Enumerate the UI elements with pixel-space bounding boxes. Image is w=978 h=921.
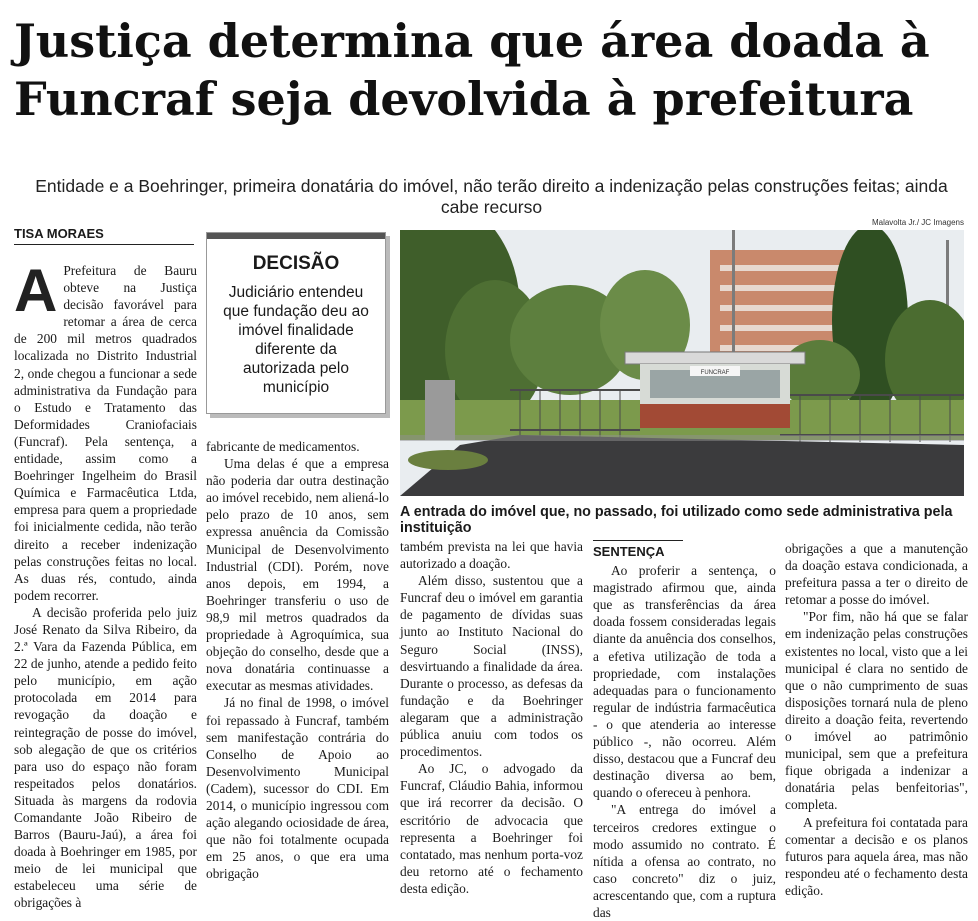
column-2 [206, 438, 389, 882]
photo-illustration [400, 230, 964, 496]
paragraph-5: Além disso, sustentou que a Funcraf deu o imóvel em garantia de pagamento de dívidas suas junto ao Instituto Nacional do Seguro Social (INSS), desvirtuando a finalidade da área. Durante o processo, as defesas da fundação e da Boehringer alegaram que a administração pública anuiu com todos os procedimentos. [400, 573, 583, 760]
box-text: Judiciário entendeu que fundação deu ao imóvel finalidade diferente da autorizada pelo município [223, 284, 369, 396]
paragraph-1-text: Prefeitura de Bauru obteve na Justiça decisão favorável para retomar a área de cerca de 200 mil metros quadrados localizada no Distrito Industrial 2, onde chegou a funcionar a sede administrativa da Fundação para o Estudo e Tratamento das Deformidades Craniofaciais (Funcraf). Pela sentença, a entidade, assim como a Boehringer Ingelheim do Brasil Química e Farmacêutica Ltda, empresa para quem a propriedade foi inicialmente cedida, não terão direito a receber indenização pelas construções feitas no local. As duas rés, contudo, ainda podem recorrer. [14, 263, 197, 603]
column-4 [593, 540, 776, 921]
headline: Justiça determina que área doada à Funcraf seja devolvida à prefeitura [14, 14, 930, 126]
subheadline: Entidade e a Boehringer, primeira donatária do imóvel, não terão direito a indenização pelas construções feitas; ainda cabe recurso [35, 176, 948, 217]
paragraph-10: A prefeitura foi contatada para comentar a decisão e os planos futuros para aquela área, mas não respondeu até o fechamento desta edição. [785, 814, 968, 898]
drop-cap: A [14, 257, 58, 324]
section-heading: SENTENÇA [593, 540, 683, 560]
box-top-bar [207, 233, 385, 239]
byline: TISA MORAES [14, 226, 194, 245]
sidebar-box [206, 232, 386, 414]
paragraph-3: Uma delas é que a empresa não poderia dar outra destinação ao imóvel recebido, nem aliená-lo pelo prazo de 10 anos, sem expressa anuência da Comissão Municipal de Desenvolvimento Industrial (CDI). Porém, nove anos depois, em 1994, a Boehringer transferiu o uso de 98,9 mil metros quadrados da propriedade à Agroquímica, sua objeção do conselho, desde que a nova donatária continuasse a executar as mesmas atividades. [206, 456, 389, 694]
paragraph-2: A decisão proferida pelo juiz José Renato da Silva Ribeiro, da 2.ª Vara da Fazenda Pública, em 22 de junho, atende a pedido feito pelo município, em ação protocolada em 2014 para revogação da doação e reintegração de posse do imóvel, sob alegação de que os critérios para uso do espaço não foram respeitados pelos donatários. Situada às margens da rodovia Comandante João Ribeiro de Barros (Bauru-Jaú), a área foi doada à Boehringer em 1985, por meio de lei municipal que estabeleceu uma série de obrigações à [14, 604, 197, 911]
article-photo [400, 230, 964, 496]
photo-caption: A entrada do imóvel que, no passado, foi utilizado como sede administrativa pela instituição [400, 504, 953, 536]
paragraph-1 [14, 257, 197, 604]
paragraph-4: Já no final de 1998, o imóvel foi repassado à Funcraf, também sem manifestação contrária do Conselho de Apoio ao Desenvolvimento Municipal (Cadem), sucessor do CDI. Em 2014, o município ingressou com ação alegando ociosidade de área, que não foi totalmente ocupada em 25 anos, o que era uma obrigação [206, 695, 389, 882]
paragraph-4-continued: também prevista na lei que havia autorizado a doação. [400, 539, 583, 572]
column-5 [785, 540, 968, 899]
sign-text: FUNCRAF [700, 370, 730, 376]
paragraph-2-continued: fabricante de medicamentos. [206, 439, 360, 454]
paragraph-9: "Por fim, não há que se falar em indenização pelas construções existentes no local, visto que a lei municipal é clara no sentido de que o não cumprimento de suas disposições tornará nula de pleno direito a doação feita, revertendo o imóvel ao patrimônio municipal, sem que a prefeitura fique obrigada a indenizar a donatária pelas benfeitorias", completa. [785, 609, 968, 813]
paragraph-8-continued: obrigações a que a manutenção da doação estava condicionada, a prefeitura passa a ter o direito de retomar a posse do imóvel. [785, 541, 968, 608]
column-1 [14, 257, 197, 912]
box-title: DECISÃO [252, 253, 340, 274]
photo-credit: Malavolta Jr./ JC Imagens [871, 218, 964, 227]
paragraph-7: Ao proferir a sentença, o magistrado afirmou que, ainda que as transferências da área doada fossem consideradas legais diante da anuência dos conselhos, a efetiva utilização de toda a propriedade, com instalações adequadas para o funcionamento regular de indústria farmacêutica - o que atenderia ao interesse público -, não ocorreu. Além disso, destacou que a Funcraf deu destinação diversa ao bem, quando o ofereceu à penhora. [593, 563, 776, 801]
column-3 [400, 538, 583, 897]
paragraph-8: "A entrega do imóvel a terceiros credores extingue o modo assumido no contrato. É nítida a ofensa ao contrato, no caso concreto" diz o juiz, acrescentando que, com a ruptura das [593, 802, 776, 920]
paragraph-6: Ao JC, o advogado da Funcraf, Cláudio Bahia, informou que irá recorrer da decisão. O escritório de advocacia que representa a Boehringer foi contatado, mas nenhum porta-voz deu retorno até o fechamento desta edição. [400, 761, 583, 896]
